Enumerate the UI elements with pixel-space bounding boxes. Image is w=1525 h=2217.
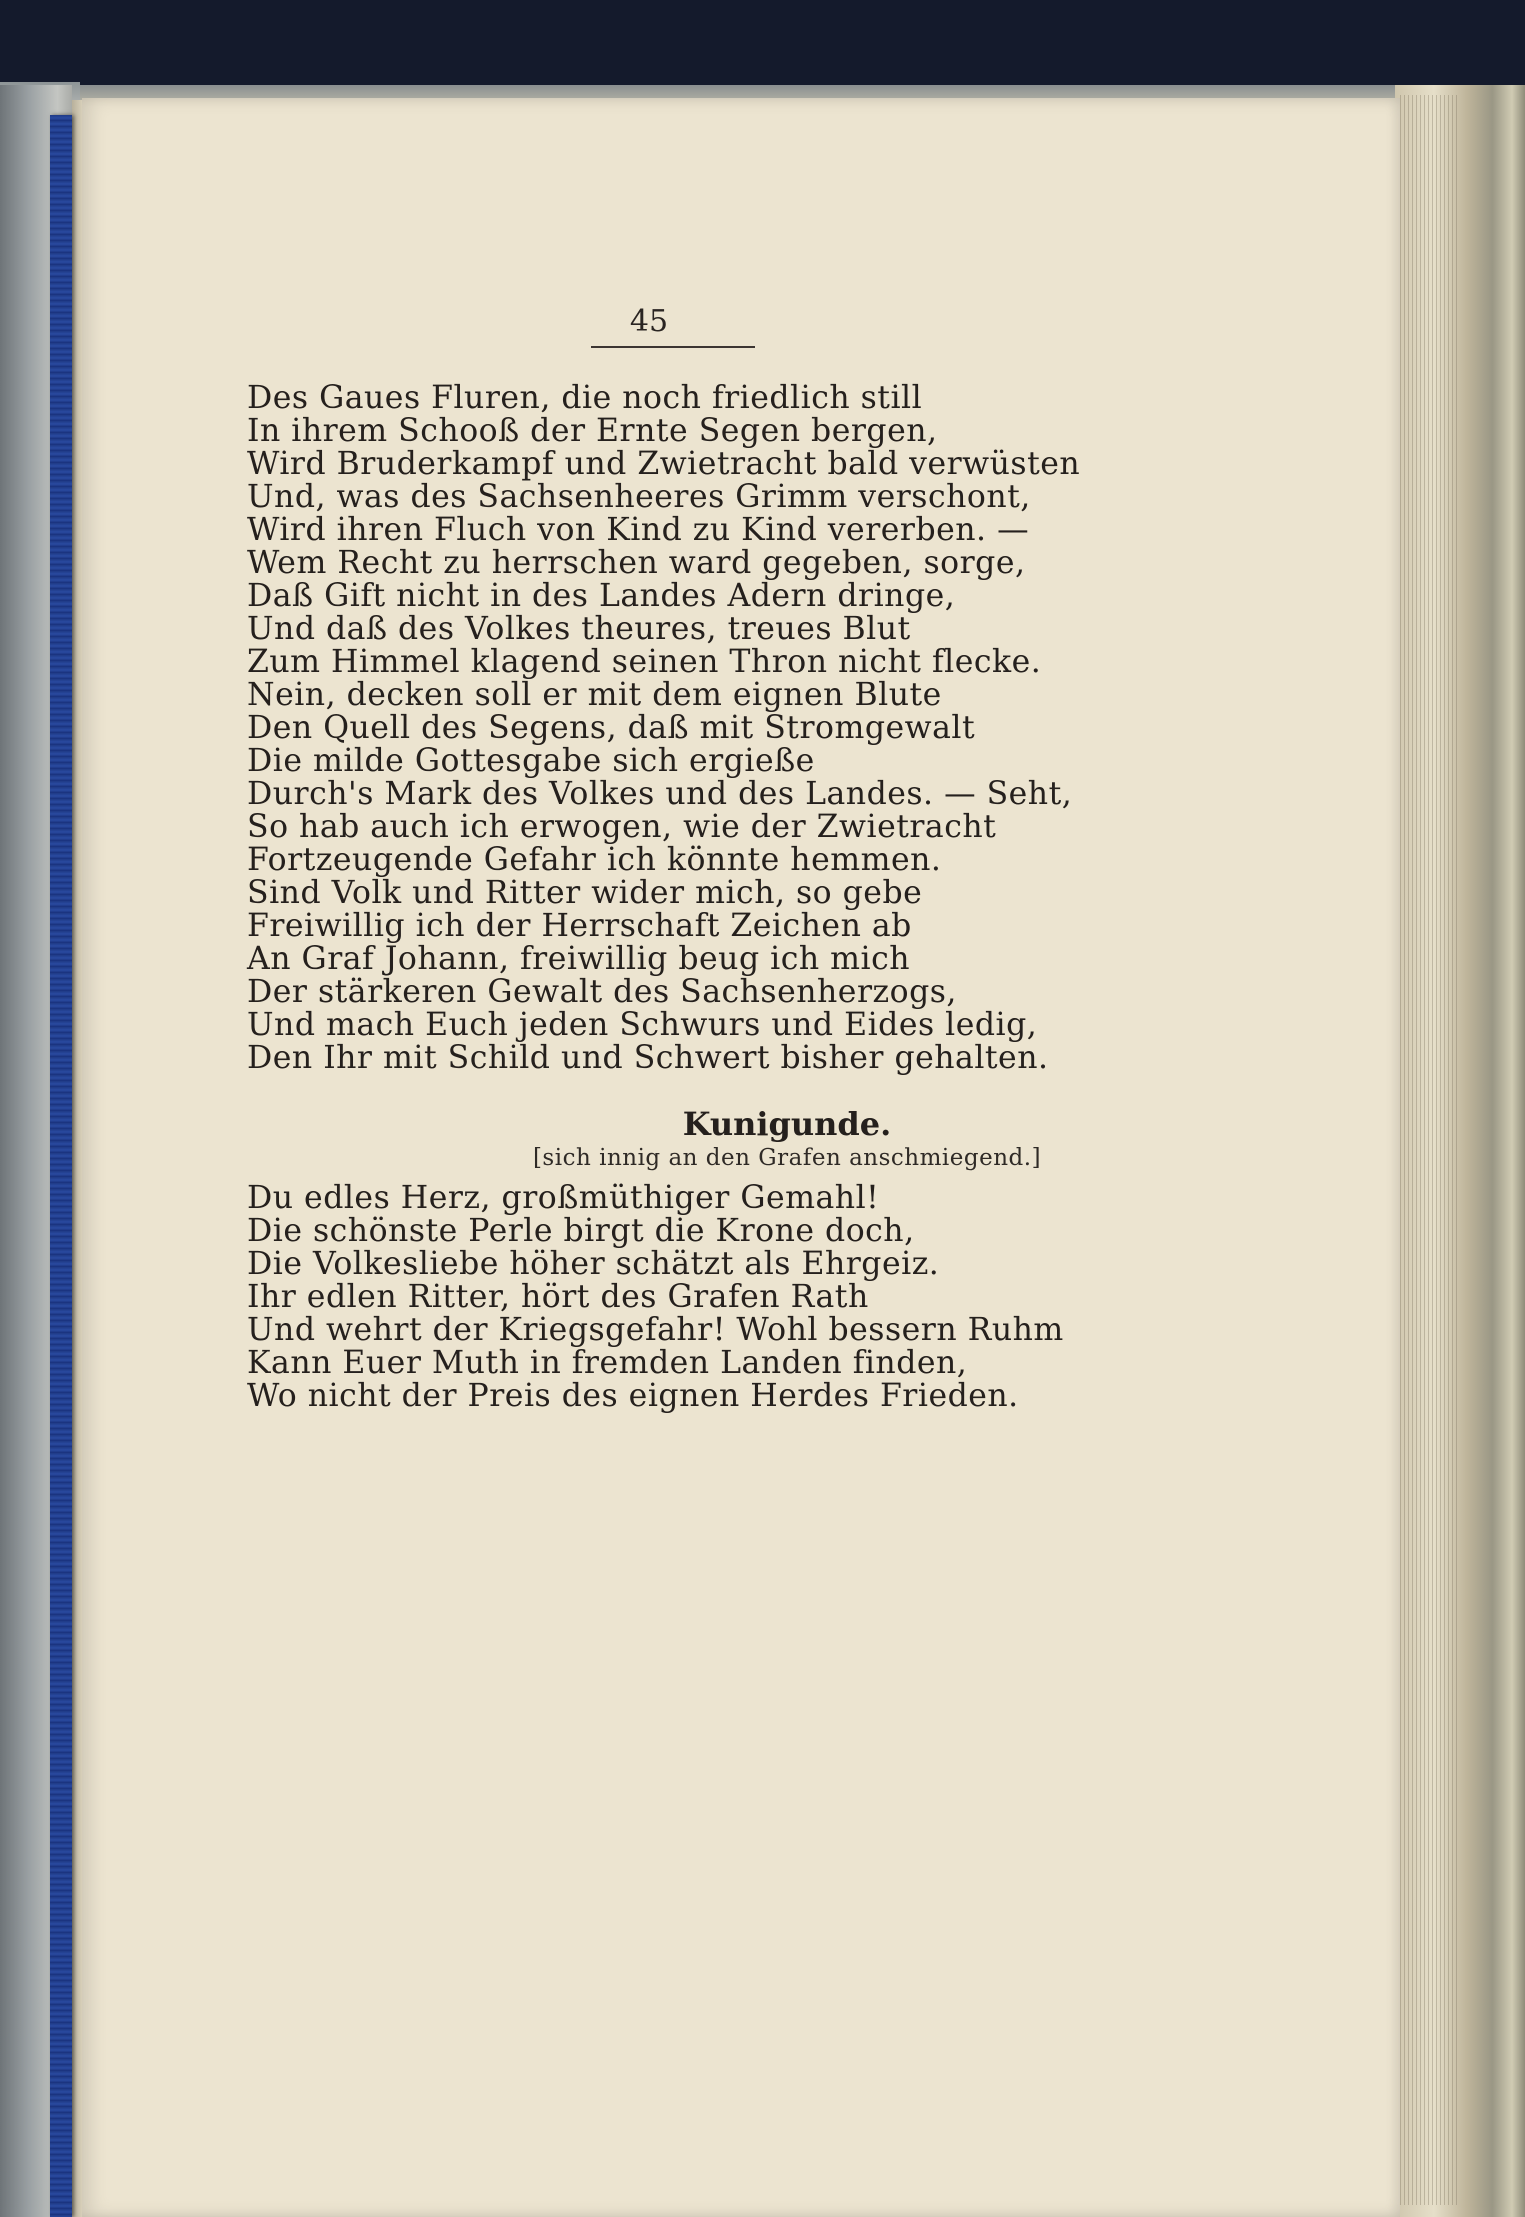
verse-line: Durch's Mark des Volkes und des Landes. — Seht, (247, 776, 1073, 812)
page-number-text: 45 (629, 304, 669, 339)
verse-line: Und mach Euch jeden Schwurs und Eides ledig, (247, 1007, 1038, 1043)
verse-line: Und wehrt der Kriegsgefahr! Wohl bessern Ruhm (247, 1312, 1064, 1348)
bookmark-ribbon (50, 115, 72, 2217)
verse-line: So hab auch ich erwogen, wie der Zwietracht (247, 809, 997, 845)
verse-line: Und, was des Sachsenheeres Grimm verschont, (247, 479, 1031, 515)
verse-line: Wird Bruderkampf und Zwietracht bald verwüsten (247, 446, 1081, 482)
verse-line: Des Gaues Fluren, die noch friedlich still (247, 380, 923, 416)
verse-line: Und daß des Volkes theures, treues Blut (247, 611, 911, 647)
verse-line: Wem Recht zu herrschen ward gegeben, sorge, (247, 545, 1026, 581)
verse-line: Kann Euer Muth in fremden Landen finden, (247, 1345, 968, 1381)
verse-line: Die milde Gottesgabe sich ergieße (247, 743, 815, 779)
book-page (82, 98, 1400, 2217)
verse-line: Nein, decken soll er mit dem eignen Blute (247, 677, 942, 713)
verse-line: An Graf Johann, freiwillig beug ich mich (247, 941, 911, 977)
verse-line: Wird ihren Fluch von Kind zu Kind vererben. — (247, 512, 1030, 548)
verse-line: Sind Volk und Ritter wider mich, so gebe (247, 875, 923, 911)
verse-line: Freiwillig ich der Herrschaft Zeichen ab (247, 908, 912, 944)
verse-line: Den Ihr mit Schild und Schwert bisher gehalten. (247, 1040, 1049, 1076)
verse-line: Die Volkesliebe höher schätzt als Ehrgeiz. (247, 1246, 940, 1282)
header-rule (591, 346, 755, 348)
verse-line: Daß Gift nicht in des Landes Adern dringe, (247, 578, 956, 614)
stage-direction: [sich innig an den Grafen anschmiegend.] (532, 1145, 1042, 1171)
speaker-name: Kunigunde. (682, 1105, 892, 1143)
page-edge-lines (1400, 95, 1460, 2205)
verse-line: Die schönste Perle birgt die Krone doch, (247, 1213, 915, 1249)
verse-line: Zum Himmel klagend seinen Thron nicht flecke. (247, 644, 1042, 680)
verse-line: In ihrem Schooß der Ernte Segen bergen, (247, 413, 938, 449)
verse-line: Fortzeugende Gefahr ich könnte hemmen. (247, 842, 942, 878)
verse-line: Der stärkeren Gewalt des Sachsenherzogs, (247, 974, 957, 1010)
left-page-strip (72, 100, 82, 2217)
verse-line: Wo nicht der Preis des eignen Herdes Frieden. (247, 1378, 1019, 1414)
page-number (82, 304, 1266, 339)
verse-line: Den Quell des Segens, daß mit Stromgewalt (247, 710, 976, 746)
verse-line: Ihr edlen Ritter, hört des Grafen Rath (247, 1279, 869, 1315)
verse-line: Du edles Herz, großmüthiger Gemahl! (247, 1180, 880, 1216)
